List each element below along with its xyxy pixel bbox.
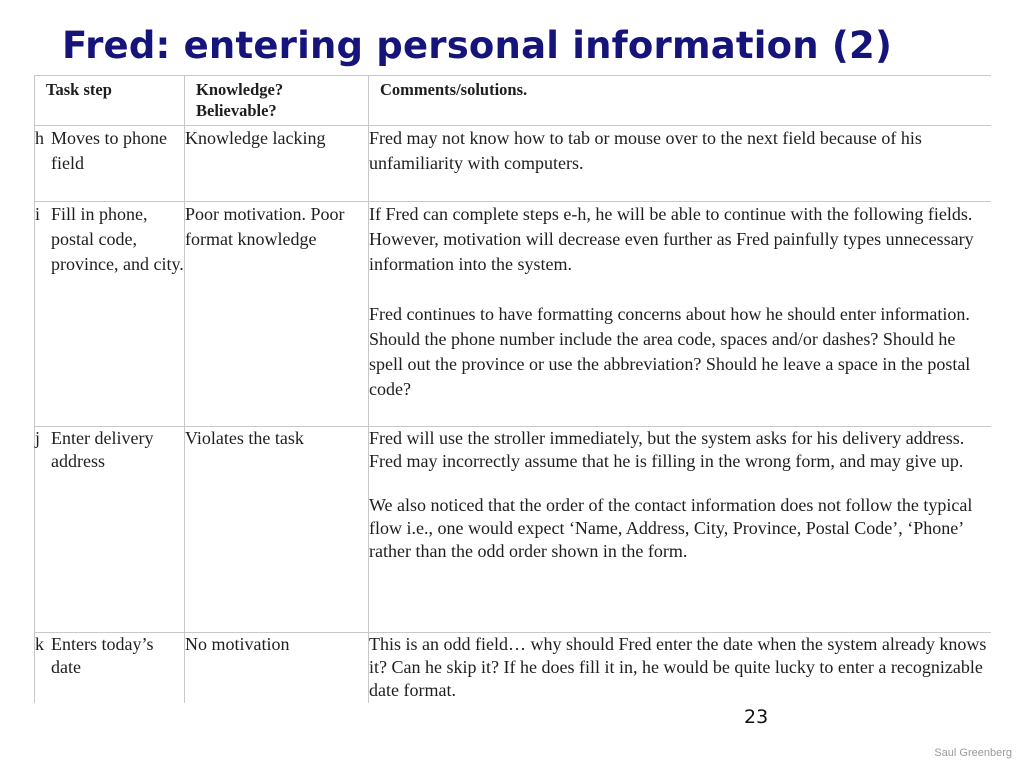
step-letter: k <box>35 634 44 654</box>
page-number: 23 <box>744 706 769 728</box>
header-comments: Comments/solutions. <box>369 76 992 126</box>
step-letter: j <box>35 428 41 448</box>
slide-title: Fred: entering personal information (2) <box>62 24 893 67</box>
step-text: Enters today’s date <box>51 634 154 677</box>
author-credit: Saul Greenberg <box>934 747 1012 759</box>
comment-paragraph: If Fred can complete steps e-h, he will be able to continue with the following fields. However, motivation will decrease even further as Fred painfully types unnecessary information into the system. <box>369 204 974 274</box>
task-step-cell <box>35 202 185 427</box>
comment-paragraph: We also noticed that the order of the contact information does not follow the typical flow i.e., one would expect ‘Name, Address, City, Province, Postal Code’, ‘Phone’ rather than the odd order shown in the form. <box>369 495 973 561</box>
header-task-step: Task step <box>35 76 185 126</box>
header-knowledge <box>185 76 369 126</box>
comment-paragraph: This is an odd field… why should Fred enter the date when the system already knows it? Can he skip it? If he does fill it in, he would be quite lucky to enter a recognizable date format. <box>369 634 987 700</box>
comment-paragraph: Fred continues to have formatting concerns about how he should enter information. Should the phone number include the area code, spaces and/or dashes? Should he spell out the province or use the abbreviation? Should he leave a space in the postal code? <box>369 304 971 399</box>
header-knowledge-line2: Believable? <box>196 101 277 120</box>
step-text: Enter delivery address <box>51 428 154 471</box>
table-row <box>35 633 992 704</box>
comments-cell <box>369 427 992 633</box>
knowledge-cell: Poor motivation. Poor format knowledge <box>185 202 369 427</box>
task-step-cell <box>35 427 185 633</box>
table-row <box>35 126 992 202</box>
comments-cell <box>369 126 992 202</box>
knowledge-cell: Knowledge lacking <box>185 126 369 202</box>
comments-cell <box>369 202 992 427</box>
step-letter: i <box>35 204 41 224</box>
table-container <box>34 75 991 703</box>
task-step-cell <box>35 126 185 202</box>
comment-paragraph: Fred will use the stroller immediately, but the system asks for his delivery address. Fred may incorrectly assume that he is filling in the wrong form, and may give up. <box>369 428 965 471</box>
knowledge-cell: Violates the task <box>185 427 369 633</box>
step-letter: h <box>35 128 44 148</box>
header-knowledge-line1: Knowledge? <box>196 80 284 99</box>
step-text: Fill in phone, postal code, province, and city. <box>51 204 184 274</box>
step-text: Moves to phone field <box>51 128 167 173</box>
table-row <box>35 427 992 633</box>
table-header-row <box>35 76 992 126</box>
walkthrough-table <box>34 75 991 703</box>
table-row <box>35 202 992 427</box>
knowledge-cell: No motivation <box>185 633 369 704</box>
comments-cell <box>369 633 992 704</box>
task-step-cell <box>35 633 185 704</box>
comment-paragraph: Fred may not know how to tab or mouse over to the next field because of his unfamiliarity with computers. <box>369 128 922 173</box>
